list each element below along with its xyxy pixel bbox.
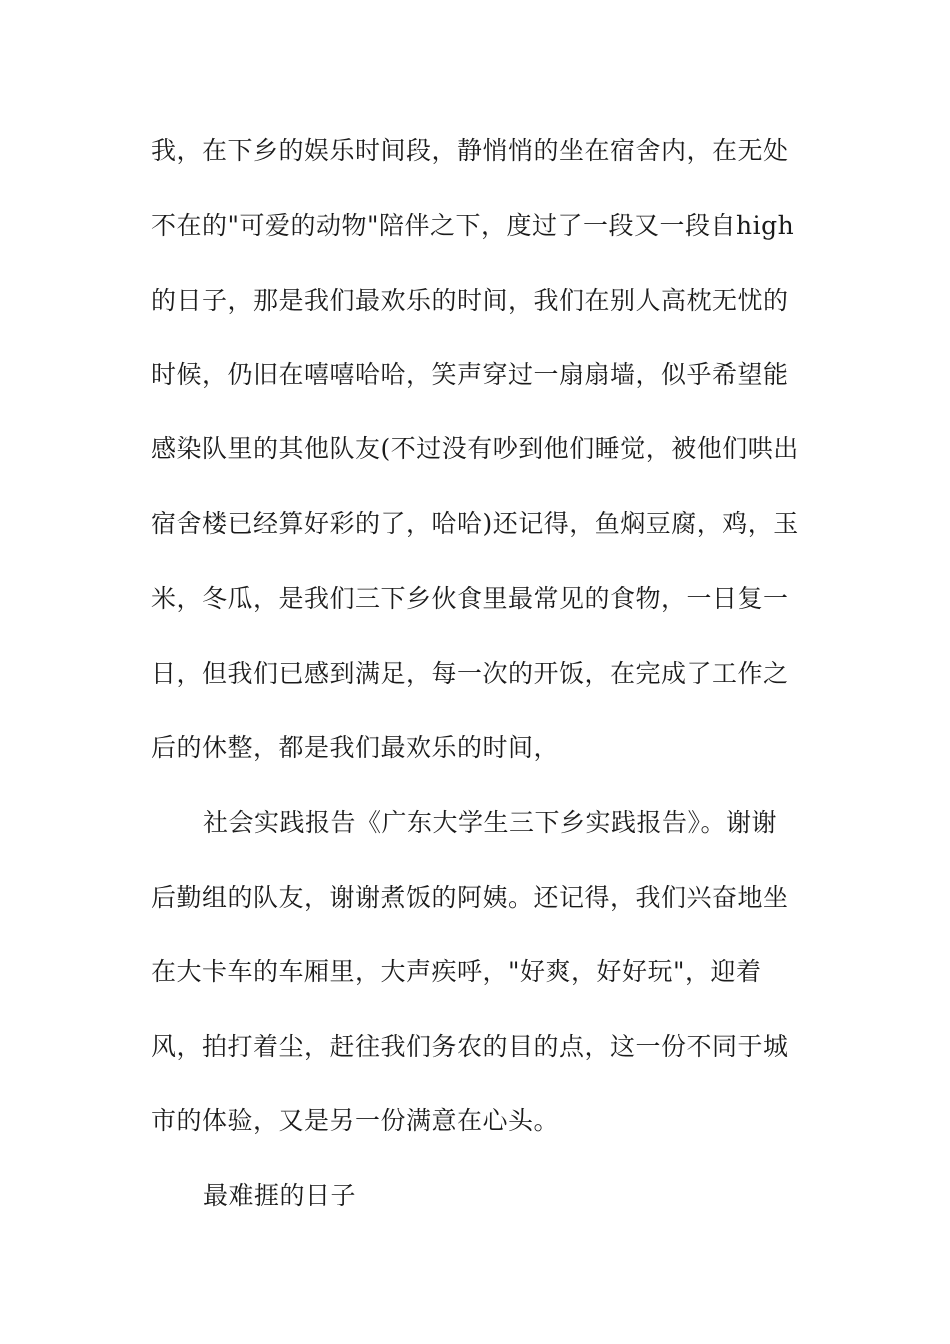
paragraph-1-line-9: 后的休整，都是我们最欢乐的时间，	[151, 733, 560, 762]
paragraph-3-line-1: 最难捱的日子	[203, 1181, 357, 1210]
paragraph-2-line-1: 社会实践报告《广东大学生三下乡实践报告》。谢谢	[203, 808, 778, 837]
paragraph-1-line-8: 日，但我们已感到满足，每一次的开饭，在完成了工作之	[151, 659, 789, 688]
paragraph-2-line-4: 风，拍打着尘，赶往我们务农的目的点，这一份不同于城	[151, 1032, 789, 1061]
paragraph-1-line-4: 时候，仍旧在嘻嘻哈哈，笑声穿过一扇扇墙，似乎希望能	[151, 360, 789, 389]
paragraph-2-line-2: 后勤组的队友，谢谢煮饭的阿姨。还记得，我们兴奋地坐	[151, 883, 789, 912]
paragraph-1-line-7: 米，冬瓜，是我们三下乡伙食里最常见的食物，一日复一	[151, 584, 789, 613]
paragraph-1-line-2: 不在的"可爱的动物"陪伴之下，度过了一段又一段自high	[151, 211, 795, 240]
paragraph-2-line-3: 在大卡车的车厢里，大声疾呼，"好爽，好好玩"，迎着	[151, 957, 762, 986]
paragraph-1-line-1: 我，在下乡的娱乐时间段，静悄悄的坐在宿舍内，在无处	[151, 136, 789, 165]
paragraph-1-line-6: 宿舍楼已经算好彩的了，哈哈)还记得，鱼焖豆腐，鸡，玉	[151, 509, 799, 538]
paragraph-1-line-5: 感染队里的其他队友(不过没有吵到他们睡觉，被他们哄出	[151, 434, 799, 463]
paragraph-1-line-3: 的日子，那是我们最欢乐的时间，我们在别人高枕无忧的	[151, 286, 789, 315]
paragraph-2-line-5: 市的体验，又是另一份满意在心头。	[151, 1106, 560, 1135]
